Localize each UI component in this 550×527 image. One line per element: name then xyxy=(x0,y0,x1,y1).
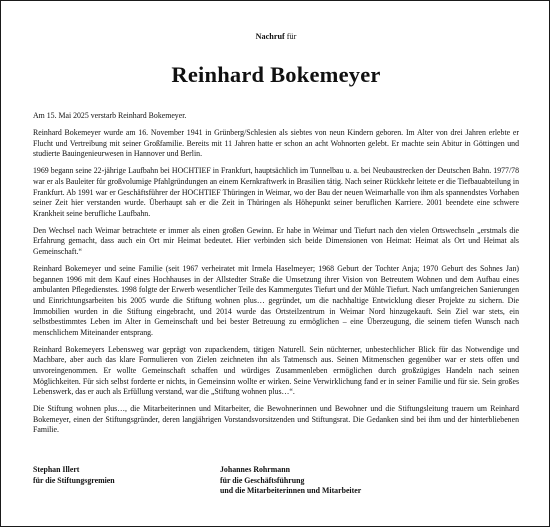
paragraph-foundation: Reinhard Bokemeyer und seine Familie (seit 1967 verheiratet mit Irmela Haselmeyer; 1968 Geburt der Tochter Anja; 1970 Geburt des Sohnes Jan) begannen 1996 mit dem Kauf eines Hochhauses in der Allstedter Straße die Umsetzung ihrer Vision von Betreutem Wohnen und dem Aufbau eines ambulanten Pflegedienstes. 1998 folgte der Erwerb wesentlicher Teile des Kammergutes Tiefurt und der Mühle Tiefurt. Nach umfangreichen Sanierungen und Einrichtungsarbeiten bis 2005 wurde die Stiftung wohnen plus… gegründet, um die nachhaltige Entwicklung dieser Projekte zu sichern. Die Immobilien wurden in die Stiftung eingebracht, und 2014 wurde das Ortsteilzentrum in Weimar Nord hinzugekauft. Sein Ziel war stets, ein selbstbestimmtes Leben im Alter in Gemeinschaft und bei bester Betreuung zu ermöglichen – eine Überzeugung, die seinem tiefen Wunsch nach menschlichem Miteinander entsprang. xyxy=(33,264,519,337)
signature-right xyxy=(220,465,361,497)
paragraph-death-notice: Am 15. Mai 2025 verstarb Reinhard Bokemeyer. xyxy=(33,111,187,120)
notice-kicker xyxy=(1,32,550,42)
signatory-name: Stephan Illert xyxy=(33,465,80,474)
paragraph-mourning: Die Stiftung wohnen plus…, die Mitarbeiterinnen und Mitarbeiter, die Bewohnerinnen und Bewohner und die Stiftungsleitung trauern um Reinhard Bokemeyer, einen der Stiftungsgründer, deren langjährigen Vorstandsvorsitzenden und Stiftungsrat. Die Gedanken sind bei ihm und der hinterbliebenen Familie. xyxy=(33,404,519,435)
signature-left xyxy=(33,465,115,486)
kicker-bold: Nachruf xyxy=(255,32,285,41)
obituary-body xyxy=(33,111,519,443)
paragraph-career: 1969 begann seine 22-jährige Laufbahn bei HOCHTIEF in Frankfurt, hauptsächlich im Tunnelbau u. a. bei Neubaustrecken der Deutschen Bahn. 1977/78 war er als Bauleiter für großvolumige Pfahlgründungen an einem Kernkraftwerk in Brasilien tätig. Nach seiner Rückkehr leitete er die Tiefbauabteilung in Frankfurt. Ab 1991 war er Geschäftsführer der HOCHTIEF Thüringen in Weimar, wo der Bau der neuen Weimarhalle von ihm als spannendstes Vorhaben seiner Zeit hier verstanden wurde. Überhaupt sah er die Zeit in Thüringen als Höhepunkt seiner beruflichen Karriere. 2001 beendete eine schwere Krankheit seine berufliche Laufbahn. xyxy=(33,166,519,218)
paragraph-early-life: Reinhard Bokemeyer wurde am 16. November 1941 in Grünberg/Schlesien als siebtes von neun Kindern geboren. Im Alter von drei Jahren erlebte er Flucht und Vertreibung mit seiner Großfamilie. Bereits mit 11 Jahren hatte er schon an acht Wohnorten gelebt. Er machte sein Abitur in Göttingen und studierte Bauingenieurwesen in Hannover und Berlin. xyxy=(33,128,519,159)
signatory-role: für die Geschäftsführung xyxy=(220,475,305,485)
paragraph-weimar: Den Wechsel nach Weimar betrachtete er immer als einen großen Gewinn. Er habe in Weimar und Tiefurt nach den vielen Ortswechseln „erstmals die Erfahrung gemacht, dass auch ein Ort mir Heimat bedeutet. Hier verbinden sich beide Dimensionen von Heimat: Heimat als Ort und Heimat als Gemeinschaft.“ xyxy=(33,225,519,257)
kicker-rest: für xyxy=(284,32,297,41)
signatory-name: Johannes Rohrmann xyxy=(220,465,290,474)
paragraph-character: Reinhard Bokemeyers Lebensweg war geprägt von zupackendem, tätigen Naturell. Sein nüchterner, unbestechlicher Blick für das Notwendige und Machbare, aber auch das klare Formulieren von Zielen zeichneten ihn als Tatmensch aus. Seinen Mitmenschen gegenüber war er stets offen und unvoreingenommen. Er wollte Gemeinschaft schaffen und würdiges Zusammenleben ermöglichen durch großzügiges Handeln nach seinen Möglichkeiten. Für sich selbst forderte er nichts, in Gemeinsinn wollte er wirken. Seine Verwirklichung fand er in seiner Familie und für sie. Sein großes Lebenswerk, das er auch als Erfüllung verstand, war die „Stiftung wohnen plus…“. xyxy=(33,344,519,397)
deceased-name: Reinhard Bokemeyer xyxy=(171,62,381,87)
signatory-role-continued: und die Mitarbeiterinnen und Mitarbeiter xyxy=(220,486,362,496)
signatory-role: für die Stiftungsgremien xyxy=(33,475,115,485)
